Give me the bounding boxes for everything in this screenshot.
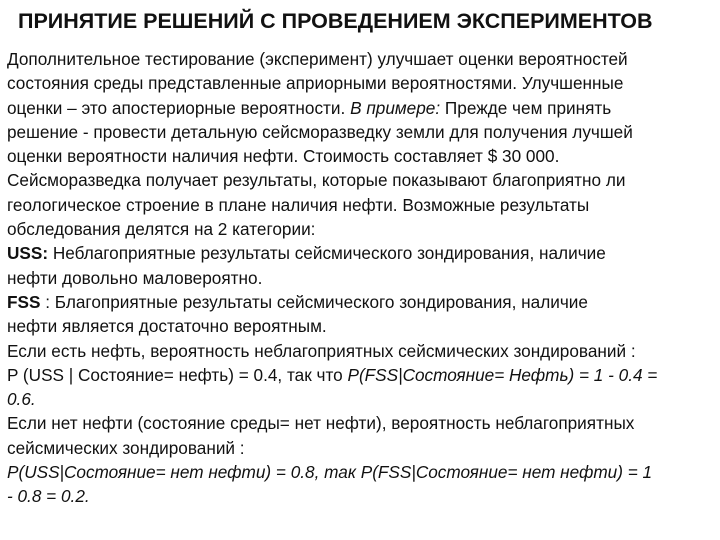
text-run: FSS [7,291,41,312]
text-line-l17 [7,436,715,460]
text-run: В примере: [350,97,441,118]
text-run: P(USS|Состояние= нет нефти) = 0.8, так P(FSS|Состояние= нет нефти) = 1 [7,462,653,483]
text-run: состояния среды представленные априорными вероятностями. Улучшенные [7,73,624,94]
text-line-l12 [7,314,715,338]
slide-title: ПРИНЯТИЕ РЕШЕНИЙ С ПРОВЕДЕНИЕМ ЭКСПЕРИМЕНТОВ [18,9,653,33]
text-run: Если нет нефти (состояние среды= нет нефти), вероятность неблагоприятных [7,413,635,434]
text-run: решение - провести детальную сейсморазведку земли для получения лучшей [7,121,633,142]
text-line-l14 [7,363,715,387]
text-line-l13 [7,339,715,363]
slide-body-text [7,47,715,509]
text-line-l11 [7,290,715,314]
text-run: обследования делятся на 2 категории: [7,219,316,240]
text-run: Сейсморазведка получает результаты, которые показывают благоприятно ли [7,170,626,191]
text-line-l2 [7,71,715,95]
text-line-l1 [7,47,715,71]
text-line-l4 [7,120,715,144]
text-run: геологическое строение в плане наличия нефти. Возможные результаты [7,194,590,215]
text-run: - 0.8 = 0.2. [7,486,90,507]
text-run: нефти является достаточно вероятным. [7,316,327,337]
text-run: P (USS | Состояние= нефть) = 0.4, так что [7,364,348,385]
text-line-l19 [7,484,715,508]
text-line-l6 [7,168,715,192]
text-line-l10 [7,266,715,290]
text-run: нефти довольно маловероятно. [7,267,263,288]
text-run: USS: [7,243,49,264]
text-run: P(FSS|Состояние= Нефть) = 1 - 0.4 = [347,364,658,385]
text-line-l3 [7,96,715,120]
text-run: Если есть нефть, вероятность неблагоприятных сейсмических зондирований : [7,340,636,361]
text-run: сейсмических зондирований : [7,437,245,458]
text-line-l15 [7,387,715,411]
text-line-l18 [7,460,715,484]
text-line-l9 [7,241,715,265]
text-run: оценки – это апостериорные вероятности. [7,97,351,118]
text-run: Неблагоприятные результаты сейсмического зондирования, наличие [48,243,606,264]
text-line-l8 [7,217,715,241]
text-run: Дополнительное тестирование (эксперимент) улучшает оценки вероятностей [7,49,628,69]
text-run: оценки вероятности наличия нефти. Стоимость составляет $ 30 000. [7,146,560,167]
text-run: : Благоприятные результаты сейсмического зондирования, наличие [40,291,588,312]
text-run: Прежде чем принять [440,97,612,118]
text-run: 0.6. [7,389,36,410]
text-line-l7 [7,193,715,217]
text-line-l5 [7,144,715,168]
text-line-l16 [7,411,715,435]
